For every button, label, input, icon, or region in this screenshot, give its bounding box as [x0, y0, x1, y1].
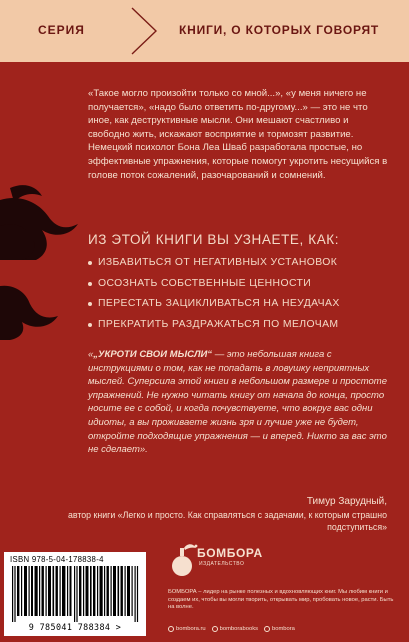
- intro-text: «Такое могло произойти только со мной...», «у меня ничего не получается», «надо было ответить по-другому...» — это не что иное, как деструктивные мысли. Они мешают счастливо и свободно жить, искажают восприятие и тормозят развитие. Немецкий психолог Бона Леа Шваб разработала простые, но эффективные упражнения, которые помогут укротить несущийся в голове поток сожалений, разочарований и сомнений.: [88, 88, 388, 181]
- quote-author-description: автор книги «Легко и просто. Как справляться с задачами, к которым страшно подступиться»: [67, 510, 387, 533]
- vk-icon: [212, 626, 218, 632]
- barcode-digits: 9 785041 788384 >: [28, 622, 122, 632]
- list-item: [88, 318, 398, 339]
- list-item-label: ПЕРЕСТАТЬ ЗАЦИКЛИВАТЬСЯ НА НЕУДАЧАХ: [98, 298, 340, 309]
- isbn-number: ISBN 978-5-04-178838-4: [10, 555, 104, 564]
- publisher-name: БОМБОРА: [197, 546, 263, 560]
- social-link-site[interactable]: [168, 626, 206, 632]
- bullet-icon: [88, 302, 92, 306]
- social-label: bombora.ru: [176, 626, 206, 632]
- bullet-icon: [88, 261, 92, 265]
- learn-title: ИЗ ЭТОЙ КНИГИ ВЫ УЗНАЕТЕ, КАК:: [88, 232, 340, 247]
- list-item: [88, 277, 398, 298]
- learn-list: [88, 256, 398, 338]
- social-link-telegram[interactable]: [264, 626, 295, 632]
- bullet-icon: [88, 282, 92, 286]
- review-quote: [88, 348, 388, 457]
- list-item-label: ОСОЗНАТЬ СОБСТВЕННЫЕ ЦЕННОСТИ: [98, 277, 312, 289]
- quote-open-mark: «: [88, 349, 94, 360]
- publisher-socials: [168, 626, 295, 632]
- quote-text: — это небольшая книга с инструкциями о том, как не попадать в ловушку неприятных мыслей. Суперсила этой книги в небольшом размере и простоте упражнений. Не нужно читать книгу от начала до конца, просто носите ее с собой, и когда почувствуете, что вокруг вас одни идиоты, а вы проживаете жизнь зря и лучше уже не будет, откройте подходящие упражнения — и вперед. Никто за вас это не сделает».: [88, 349, 387, 456]
- publisher-subtitle: ИЗДАТЕЛЬСТВО: [199, 561, 245, 567]
- series-label: СЕРИЯ: [38, 23, 85, 37]
- telegram-icon: [264, 626, 270, 632]
- barcode: [4, 552, 146, 636]
- social-link-vk[interactable]: [212, 626, 258, 632]
- chevron-right-icon: [120, 6, 170, 56]
- social-label: bombora: [272, 626, 295, 632]
- flame-decoration-top-icon: [0, 180, 88, 260]
- flame-decoration-bottom-icon: [0, 282, 62, 340]
- quoted-book-title: „УКРОТИ СВОИ МЫСЛИ“: [93, 349, 213, 360]
- bullet-icon: [88, 323, 92, 327]
- list-item: [88, 256, 398, 277]
- series-title: КНИГИ, О КОТОРЫХ ГОВОРЯТ: [179, 23, 380, 37]
- list-item-label: ПРЕКРАТИТЬ РАЗДРАЖАТЬСЯ ПО МЕЛОЧАМ: [98, 318, 339, 330]
- globe-icon: [168, 626, 174, 632]
- quote-author-name: Тимур Зарудный,: [306, 496, 387, 507]
- publisher-description: БОМБОРА – лидер на рынке полезных и вдохновляющих книг. Мы любим книги и создаем их, чтобы вы могли творить, открывать мир, пробовать новое, расти. Быть на волне.: [168, 589, 394, 611]
- series-header: [0, 0, 409, 62]
- list-item-label: ИЗБАВИТЬСЯ ОТ НЕГАТИВНЫХ УСТАНОВОК: [98, 257, 338, 268]
- barcode-bars-icon: [12, 566, 140, 622]
- list-item: [88, 297, 398, 318]
- social-label: bomborabooks: [219, 626, 259, 632]
